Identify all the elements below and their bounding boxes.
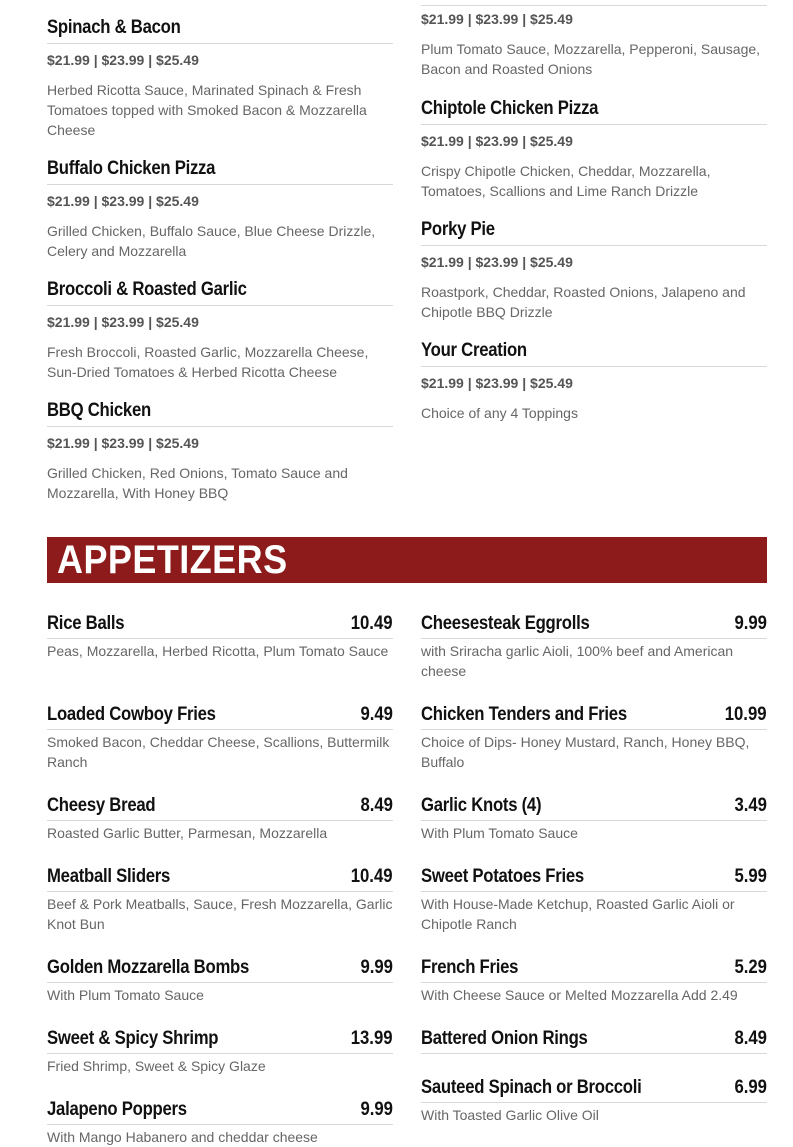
menu-item (421, 954, 767, 1005)
item-description: With Plum Tomato Sauce (421, 825, 578, 841)
item-price: 8.49 (360, 795, 393, 816)
item-description: Crispy Chipotle Chicken, Cheddar, Mozzarella, Tomatoes, Scallions and Lime Ranch Drizzle (421, 163, 711, 199)
item-price: 13.99 (351, 1028, 393, 1049)
item-price: $21.99 | $23.99 | $25.49 (47, 435, 199, 451)
menu-item (421, 338, 767, 423)
menu-item (421, 610, 767, 681)
item-price: 9.99 (360, 1099, 393, 1120)
menu-item (47, 15, 393, 140)
item-price: 3.49 (734, 795, 767, 816)
item-price: 5.29 (734, 957, 767, 978)
menu-item (47, 156, 393, 261)
item-description: With Plum Tomato Sauce (47, 987, 204, 1003)
item-description: With Toasted Garlic Olive Oil (421, 1107, 599, 1123)
item-description: With House-Made Ketchup, Roasted Garlic Aioli or Chipotle Ranch (421, 896, 735, 932)
item-description: Grilled Chicken, Buffalo Sauce, Blue Cheese Drizzle, Celery and Mozzarella (47, 223, 376, 259)
item-name: Meatball Sliders (47, 866, 171, 887)
item-description: Grilled Chicken, Red Onions, Tomato Sauce and Mozzarella, With Honey BBQ (47, 465, 348, 501)
item-price: 6.99 (734, 1077, 767, 1098)
menu-item (47, 277, 393, 382)
divider (421, 729, 767, 730)
item-name: Porky Pie (421, 219, 495, 240)
divider (421, 124, 767, 125)
item-name: Sauteed Spinach or Broccoli (421, 1077, 642, 1098)
item-price: 10.49 (351, 866, 393, 887)
divider (47, 729, 393, 730)
item-price: 10.99 (725, 704, 767, 725)
item-name: Battered Onion Rings (421, 1028, 588, 1049)
item-description: Choice of Dips- Honey Mustard, Ranch, Honey BBQ, Buffalo (421, 734, 750, 770)
section-title: APPETIZERS (57, 538, 288, 582)
item-name: Chicken Tenders and Fries (421, 704, 627, 725)
item-price: 10.49 (351, 613, 393, 634)
divider (421, 891, 767, 892)
item-description: Smoked Bacon, Cheddar Cheese, Scallions, Buttermilk Ranch (47, 734, 390, 770)
item-name: Buffalo Chicken Pizza (47, 158, 216, 179)
divider (47, 305, 393, 306)
divider (47, 426, 393, 427)
menu-item (421, 217, 767, 322)
item-name: Broccoli & Roasted Garlic (47, 279, 247, 300)
menu-item (421, 1025, 767, 1054)
menu-item (421, 792, 767, 843)
divider (421, 366, 767, 367)
menu-item (47, 701, 393, 772)
item-name: Chiptole Chicken Pizza (421, 98, 599, 119)
item-description: With Mango Habanero and cheddar cheese (47, 1129, 318, 1145)
item-description: Beef & Pork Meatballs, Sauce, Fresh Mozzarella, Garlic Knot Bun (47, 896, 393, 932)
menu-item (421, 96, 767, 201)
item-description: Fresh Broccoli, Roasted Garlic, Mozzarella Cheese, Sun-Dried Tomatoes & Herbed Ricotta Cheese (47, 344, 369, 380)
item-description: Plum Tomato Sauce, Mozzarella, Pepperoni, Sausage, Bacon and Roasted Onions (421, 41, 761, 77)
item-description: Choice of any 4 Toppings (421, 405, 578, 421)
menu-item (47, 792, 393, 843)
divider (421, 5, 767, 6)
menu-item (421, 701, 767, 772)
item-price: $21.99 | $23.99 | $25.49 (47, 193, 199, 209)
menu-item (47, 1025, 393, 1076)
divider (47, 43, 393, 44)
menu-item (421, 1074, 767, 1125)
section-header-appetizers (47, 537, 767, 583)
divider (47, 891, 393, 892)
item-description: Fried Shrimp, Sweet & Spicy Glaze (47, 1058, 266, 1074)
item-name: Cheesesteak Eggrolls (421, 613, 590, 634)
item-price: $21.99 | $23.99 | $25.49 (421, 375, 573, 391)
item-description: With Cheese Sauce or Melted Mozzarella Add 2.49 (421, 987, 738, 1003)
item-price: 9.99 (360, 957, 393, 978)
divider (421, 245, 767, 246)
item-name: Garlic Knots (4) (421, 795, 542, 816)
divider (47, 1124, 393, 1125)
item-price: $21.99 | $23.99 | $25.49 (47, 314, 199, 330)
menu-item (47, 954, 393, 1005)
item-description: Roastpork, Cheddar, Roasted Onions, Jalapeno and Chipotle BBQ Drizzle (421, 284, 746, 320)
item-name: Sweet Potatoes Fries (421, 866, 584, 887)
item-description: with Sriracha garlic Aioli, 100% beef and American cheese (421, 643, 734, 679)
divider (47, 1053, 393, 1054)
item-name: Rice Balls (47, 613, 125, 634)
item-name: Sweet & Spicy Shrimp (47, 1028, 219, 1049)
divider (47, 820, 393, 821)
item-description: Herbed Ricotta Sauce, Marinated Spinach & Fresh Tomatoes topped with Smoked Bacon & Mozzarella Cheese (47, 82, 367, 138)
menu-item (47, 863, 393, 934)
divider (421, 982, 767, 983)
item-price: 9.49 (360, 704, 393, 725)
divider (421, 820, 767, 821)
item-description: Peas, Mozzarella, Herbed Ricotta, Plum Tomato Sauce (47, 643, 389, 659)
divider (421, 638, 767, 639)
menu-item-partial (421, 0, 767, 79)
divider (421, 1102, 767, 1103)
item-name: Your Creation (421, 340, 527, 361)
item-price: $21.99 | $23.99 | $25.49 (421, 11, 573, 27)
divider (47, 184, 393, 185)
item-name: Loaded Cowboy Fries (47, 704, 216, 725)
item-description: Roasted Garlic Butter, Parmesan, Mozzarella (47, 825, 328, 841)
item-price: $21.99 | $23.99 | $25.49 (421, 254, 573, 270)
menu-item (47, 610, 393, 661)
divider (421, 1053, 767, 1054)
item-price: 8.49 (734, 1028, 767, 1049)
item-name: French Fries (421, 957, 519, 978)
menu-item (47, 1096, 393, 1147)
item-price: $21.99 | $23.99 | $25.49 (47, 52, 199, 68)
item-name: Golden Mozzarella Bombs (47, 957, 250, 978)
menu-item (421, 863, 767, 934)
item-price: 5.99 (734, 866, 767, 887)
divider (47, 982, 393, 983)
item-price: 9.99 (734, 613, 767, 634)
divider (47, 638, 393, 639)
item-name: BBQ Chicken (47, 400, 151, 421)
item-name: Cheesy Bread (47, 795, 156, 816)
item-name: Jalapeno Poppers (47, 1099, 187, 1120)
item-price: $21.99 | $23.99 | $25.49 (421, 133, 573, 149)
item-name: Spinach & Bacon (47, 17, 181, 38)
menu-item (47, 398, 393, 503)
